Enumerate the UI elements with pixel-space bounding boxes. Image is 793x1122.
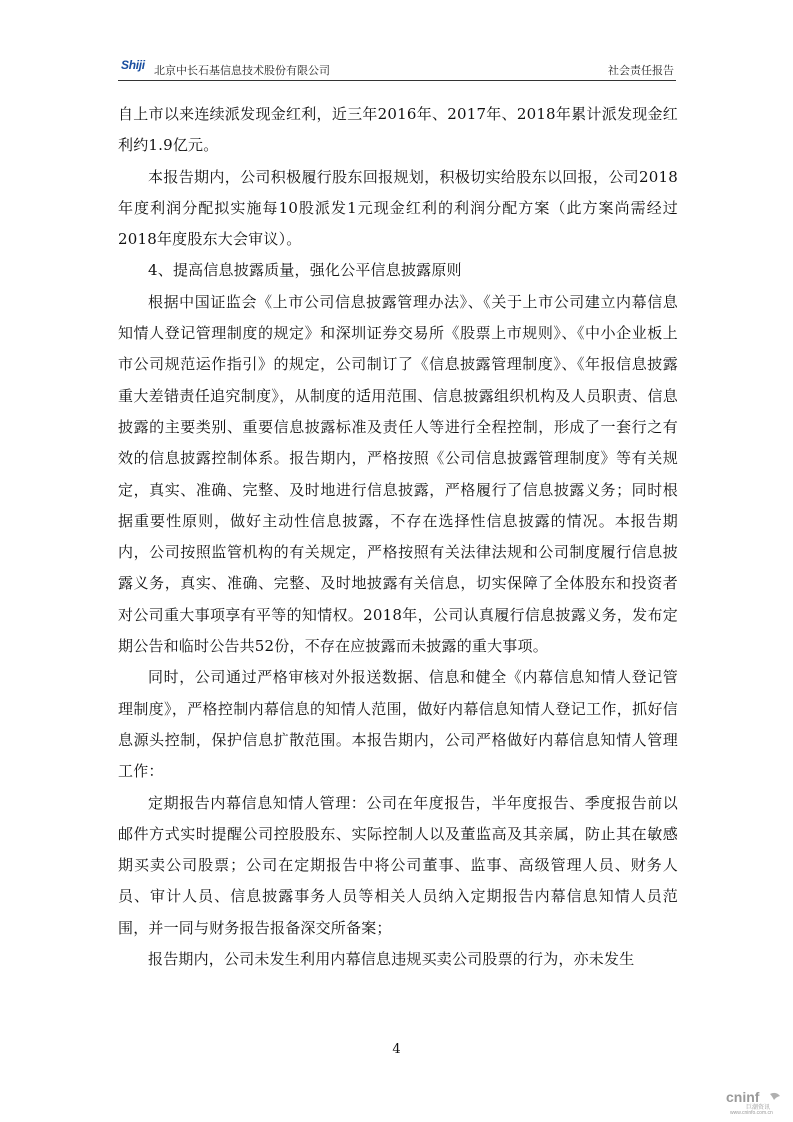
paragraph-disclosure-system: 根据中国证监会《上市公司信息披露管理办法》、《关于上市公司建立内幕信息知情人登记管理制度的规定》和深圳证券交易所《股票上市规则》、《中小企业板上市公司规范运作指引》的规定，公司制订了《信息披露管理制度》、《年报信息披露重大差错责任追究制度》，从制度的适用范围、信息披露组织机构及人员职责、信息披露的主要类别、重要信息披露标准及责任人等进行全程控制，形成了一套行之有效的信息披露控制体系。报告期内，严格按照《公司信息披露管理制度》等有关规定，真实、准确、完整、及时地进行信息披露，严格履行了信息披露义务；同时根据重要性原则，做好主动性信息披露，不存在选择性信息披露的情况。本报告期内，公司按照监管机构的有关规定，严格按照有关法律法规和公司制度履行信息披露义务，真实、准确、完整、及时地披露有关信息，切实保障了全体股东和投资者对公司重大事项享有平等的知情权。2018年，公司认真履行信息披露义务，发布定期公告和临时公告共52份，不存在应披露而未披露的重大事项。 bbox=[118, 292, 678, 656]
paragraph-periodic-report-insider: 定期报告内幕信息知情人管理：公司在年度报告，半年度报告、季度报告前以邮件方式实时提醒公司控股股东、实际控制人以及董监高及其亲属，防止其在敏感期买卖公司股票；公司在定期报告中将公司董事、监事、高级管理人员、财务人员、审计人员、信息披露事务人员等相关人员纳入定期报告内幕信息知情人员范围，并一同与财务报告报备深交所备案； bbox=[118, 793, 678, 937]
company-logo: Shiji bbox=[121, 58, 145, 72]
paragraph-dividend-history: 自上市以来连续派发现金红利，近三年2016年、2017年、2018年累计派发现金红利约1.9亿元。 bbox=[118, 105, 678, 155]
company-name: 北京中长石基信息技术股份有限公司 bbox=[154, 64, 330, 77]
watermark-url: www.cninfo.com.cn bbox=[730, 1110, 773, 1114]
page-header bbox=[118, 56, 676, 81]
watermark-main-text: cninf bbox=[726, 1090, 760, 1105]
page-number: 4 bbox=[392, 1042, 401, 1057]
paragraph-no-violation: 报告期内，公司未发生利用内幕信息违规买卖公司股票的行为，亦未发生 bbox=[148, 950, 635, 969]
report-title: 社会责任报告 bbox=[608, 64, 674, 77]
document-body bbox=[118, 99, 678, 975]
watermark-sub-text: 巨潮资讯 bbox=[746, 1105, 771, 1111]
paragraph-dividend-plan: 本报告期内，公司积极履行股东回报规划，积极切实给股东以回报，公司2018年度利润分配拟实施每10股派发1元现金红利的利润分配方案（此方案尚需经过2018年度股东大会审议）。 bbox=[118, 167, 678, 249]
section-heading-disclosure: 4、提高信息披露质量，强化公平信息披露原则 bbox=[148, 261, 462, 280]
paragraph-insider-control: 同时，公司通过严格审核对外报送数据、信息和健全《内幕信息知情人登记管理制度》，严格控制内幕信息的知情人范围，做好内幕信息知情人登记工作，抓好信息源头控制，保护信息扩散范围。本报告期内，公司严格做好内幕信息知情人管理工作： bbox=[118, 668, 678, 781]
cninfo-watermark-logo bbox=[726, 1090, 782, 1114]
